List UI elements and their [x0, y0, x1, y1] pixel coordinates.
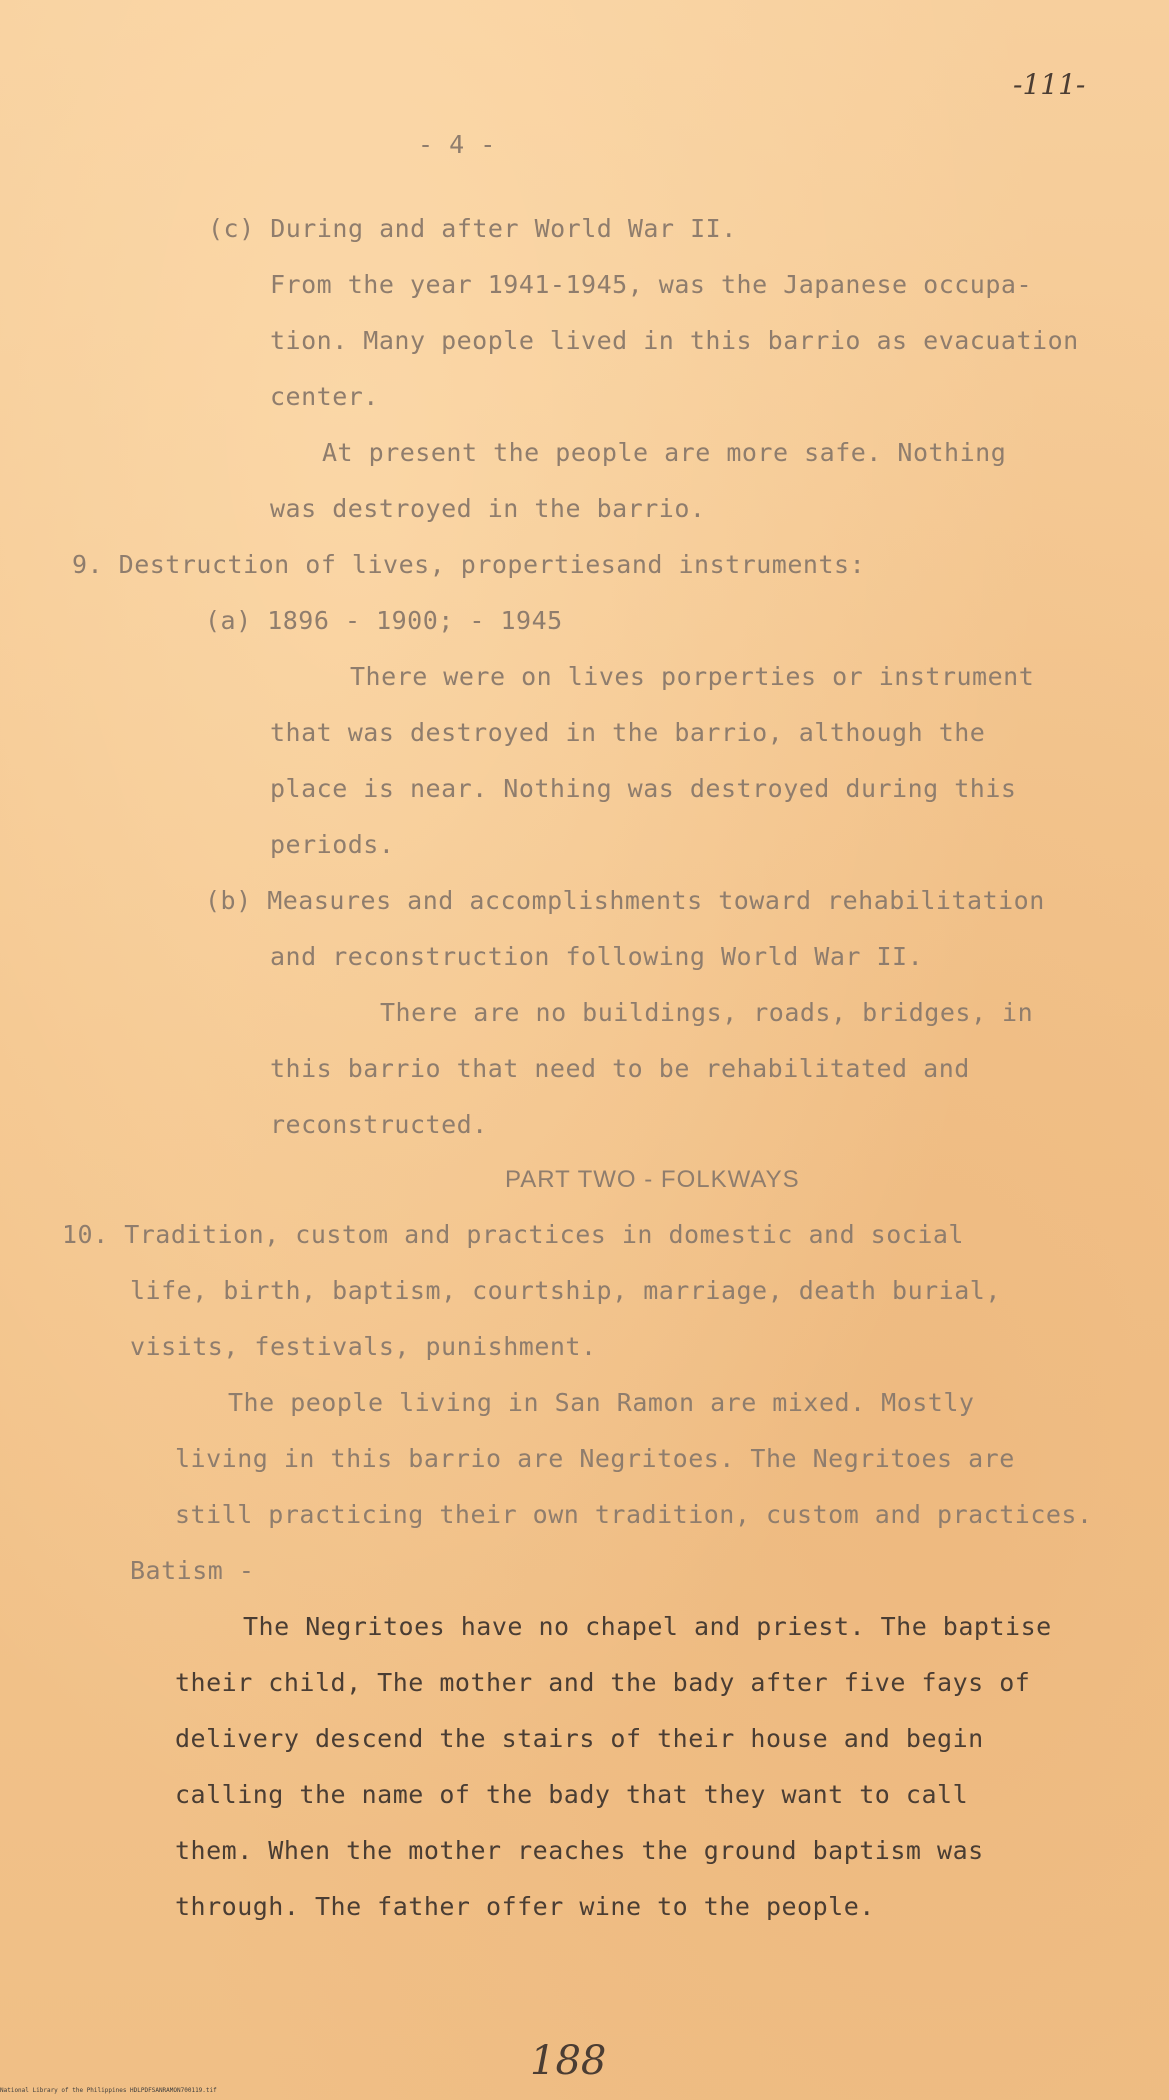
item-10-text-line: still practicing their own tradition, custom and practices. — [175, 1500, 1093, 1529]
item-9-heading: 9. Destruction of lives, propertiesand instruments: — [72, 550, 866, 579]
batism-text-line: calling the name of the bady that they want to call — [175, 1780, 969, 1809]
section-c-text-line: From the year 1941-1945, was the Japanese occupa- — [270, 270, 1033, 299]
item-9a-text-line: place is near. Nothing was destroyed during this — [270, 774, 1017, 803]
handwritten-page-mark: -111- — [1013, 68, 1086, 101]
batism-text-line: their child, The mother and the bady after five fays of — [175, 1668, 1031, 1697]
item-9a-text-line: There were on lives porperties or instrument — [350, 662, 1035, 691]
item-9b-text-line: There are no buildings, roads, bridges, in — [380, 998, 1034, 1027]
item-10-heading: visits, festivals, punishment. — [130, 1332, 597, 1361]
section-c-heading: (c) During and after World War II. — [208, 214, 737, 243]
section-c-text-line: center. — [270, 382, 379, 411]
item-10-heading: life, birth, baptism, courtship, marriage, death burial, — [130, 1276, 1001, 1305]
section-c-text-line: At present the people are more safe. Nothing — [322, 438, 1007, 467]
item-9a-heading: (a) 1896 - 1900; - 1945 — [205, 606, 563, 635]
batism-heading: Batism - — [130, 1556, 255, 1585]
item-9a-text-line: that was destroyed in the barrio, although the — [270, 718, 986, 747]
scan-footer: National Library of the Philippines HDLPDFSANRAMON700119.tif — [0, 2087, 217, 2094]
item-10-text-line: living in this barrio are Negritoes. The Negritoes are — [175, 1444, 1015, 1473]
item-10-text-line: The people living in San Ramon are mixed. Mostly — [228, 1388, 975, 1417]
section-c-text-line: tion. Many people lived in this barrio as evacuation — [270, 326, 1079, 355]
handwritten-folio-number: 188 — [530, 2038, 607, 2084]
item-10-heading: 10. Tradition, custom and practices in domestic and social — [62, 1220, 964, 1249]
item-9b-text-line: reconstructed. — [270, 1110, 488, 1139]
item-9b-heading: (b) Measures and accomplishments toward rehabilitation — [205, 886, 1045, 915]
item-9b-text-line: this barrio that need to be rehabilitated and — [270, 1054, 970, 1083]
page-number: - 4 - — [418, 130, 496, 159]
section-c-text-line: was destroyed in the barrio. — [270, 494, 706, 523]
item-9a-text-line: periods. — [270, 830, 395, 859]
batism-text-line: through. The father offer wine to the people. — [175, 1892, 875, 1921]
batism-text-line: them. When the mother reaches the ground baptism was — [175, 1836, 984, 1865]
batism-text-line: delivery descend the stairs of their house and begin — [175, 1724, 984, 1753]
part-two-heading: PART TWO - FOLKWAYS — [505, 1166, 800, 1193]
item-9b-heading: and reconstruction following World War II. — [270, 942, 924, 971]
batism-text-line: The Negritoes have no chapel and priest. The baptise — [243, 1612, 1052, 1641]
